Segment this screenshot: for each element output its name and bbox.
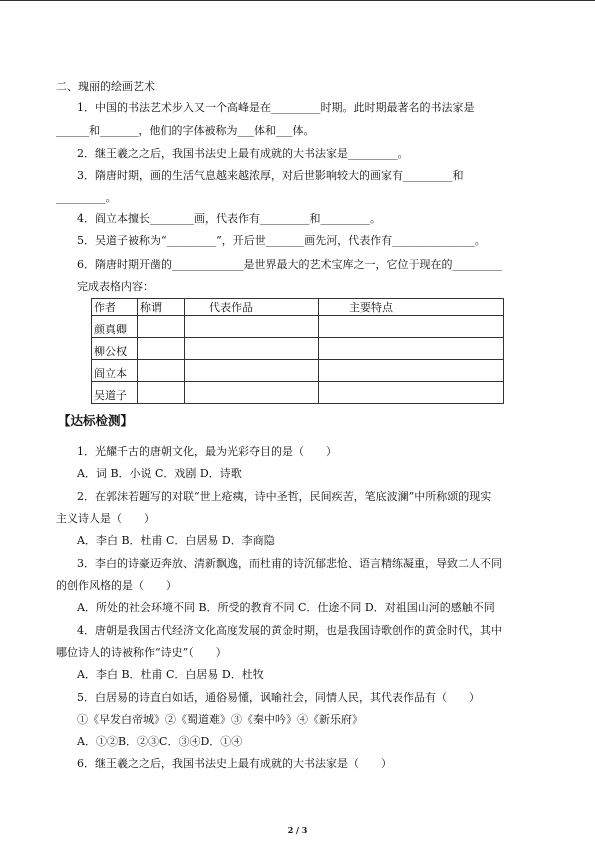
quiz-q2-line-1: 2．在郭沫若题写的对联“世上疮痍，诗中圣哲，民间疾苦，笔底波澜”中所称颂的现实 (77, 490, 492, 503)
table-cell-blank[interactable] (185, 382, 319, 404)
table-instruction: 完成表格内容： (77, 280, 154, 293)
question-1-line-2: ______和_______，他们的字体被称为___体和___体。 (56, 124, 315, 137)
top-rule (0, 0, 595, 1)
table-cell-blank[interactable] (185, 316, 319, 338)
question-4: 4．阎立本擅长________画，代表作有_________和_________。 (77, 212, 381, 225)
quiz-q2-options: A．李白 B．杜甫 C．白居易 D．李商隐 (77, 534, 275, 547)
table-header-row (92, 299, 504, 316)
question-2: 2．继王羲之之后，我国书法史上最有成就的大书法家是_________。 (77, 147, 409, 160)
quiz-q4-line-2: 哪位诗人的诗被称作“诗史”（ ） (56, 646, 227, 659)
table-cell-blank[interactable] (319, 382, 504, 404)
table-cell-blank[interactable] (185, 360, 319, 382)
quiz-q5-items: ①《早发白帝城》②《蜀道难》③《秦中吟》④《新乐府》 (77, 713, 363, 726)
fill-in-table (91, 298, 504, 404)
question-6: 6．隋唐时期开凿的_____________是世界最大的艺术宝库之一，它位于现在的_________ (77, 258, 502, 271)
table-row (92, 382, 504, 404)
page-number: 2 / 3 (287, 825, 308, 835)
table-cell-blank[interactable] (319, 360, 504, 382)
table-row-author: 阎立本 (92, 360, 138, 382)
quiz-heading: 【达标检测】 (58, 413, 134, 428)
quiz-q3-line-2: 的创作风格的是（ ） (56, 579, 177, 592)
table-header-author: 作者 (92, 299, 138, 316)
table-row-author: 柳公权 (92, 338, 138, 360)
quiz-q3-line-1: 3．李白的诗豪迈奔放、清新飘逸，而杜甫的诗沉郁悲怆、语言精练凝重，导致二人不同 (77, 557, 502, 570)
quiz-q4-options: A．李白 B．杜甫 C．白居易 D．杜牧 (77, 668, 264, 681)
table-row-author: 颜真卿 (92, 316, 138, 338)
quiz-q6: 6．继王羲之之后，我国书法史上最有成就的大书法家是（ ） (77, 757, 392, 770)
table-row-author: 吴道子 (92, 382, 138, 404)
quiz-q5: 5．白居易的诗直白如话，通俗易懂，讽喻社会，同情人民，其代表作品有（ ） (77, 691, 480, 704)
quiz-q1: 1．光耀千古的唐朝文化，最为光彩夺目的是（ ） (77, 445, 337, 458)
table-header-features: 主要特点 (319, 299, 504, 316)
question-3-line-1: 3．隋唐时期，画的生活气息越来越浓厚，对后世影响较大的画家有_________和 (77, 169, 464, 182)
table-cell-blank[interactable] (185, 338, 319, 360)
table-cell-blank[interactable] (319, 316, 504, 338)
table-row (92, 338, 504, 360)
table-header-title: 称谓 (138, 299, 185, 316)
quiz-q2-line-2: 主义诗人是（ ） (56, 512, 155, 525)
table-cell-blank[interactable] (138, 316, 185, 338)
table-row (92, 316, 504, 338)
question-3-line-2: _________。 (56, 191, 117, 204)
table-row (92, 360, 504, 382)
section-title: 二、瑰丽的绘画艺术 (56, 80, 155, 93)
table-cell-blank[interactable] (138, 360, 185, 382)
table-cell-blank[interactable] (138, 338, 185, 360)
quiz-q1-options: A．词 B．小说 C．戏剧 D．诗歌 (77, 467, 242, 480)
table-header-works: 代表作品 (185, 299, 319, 316)
question-1-line-1: 1．中国的书法艺术步入又一个高峰是在_________时期。此时期最著名的书法家是 (77, 101, 475, 114)
table-cell-blank[interactable] (138, 382, 185, 404)
question-5: 5．吴道子被称为“_________”，开后世_______画先河，代表作有_______________。 (77, 234, 486, 247)
quiz-q3-options: A．所处的社会环境不同 B．所受的教育不同 C．仕途不同 D．对祖国山河的感触不同 (77, 601, 495, 614)
quiz-q4-line-1: 4．唐朝是我国古代经济文化高度发展的黄金时期，也是我国诗歌创作的黄金时代，其中 (77, 624, 502, 637)
table-cell-blank[interactable] (319, 338, 504, 360)
quiz-q5-options: A．①②B．②③C．③④D．①④ (77, 735, 243, 748)
